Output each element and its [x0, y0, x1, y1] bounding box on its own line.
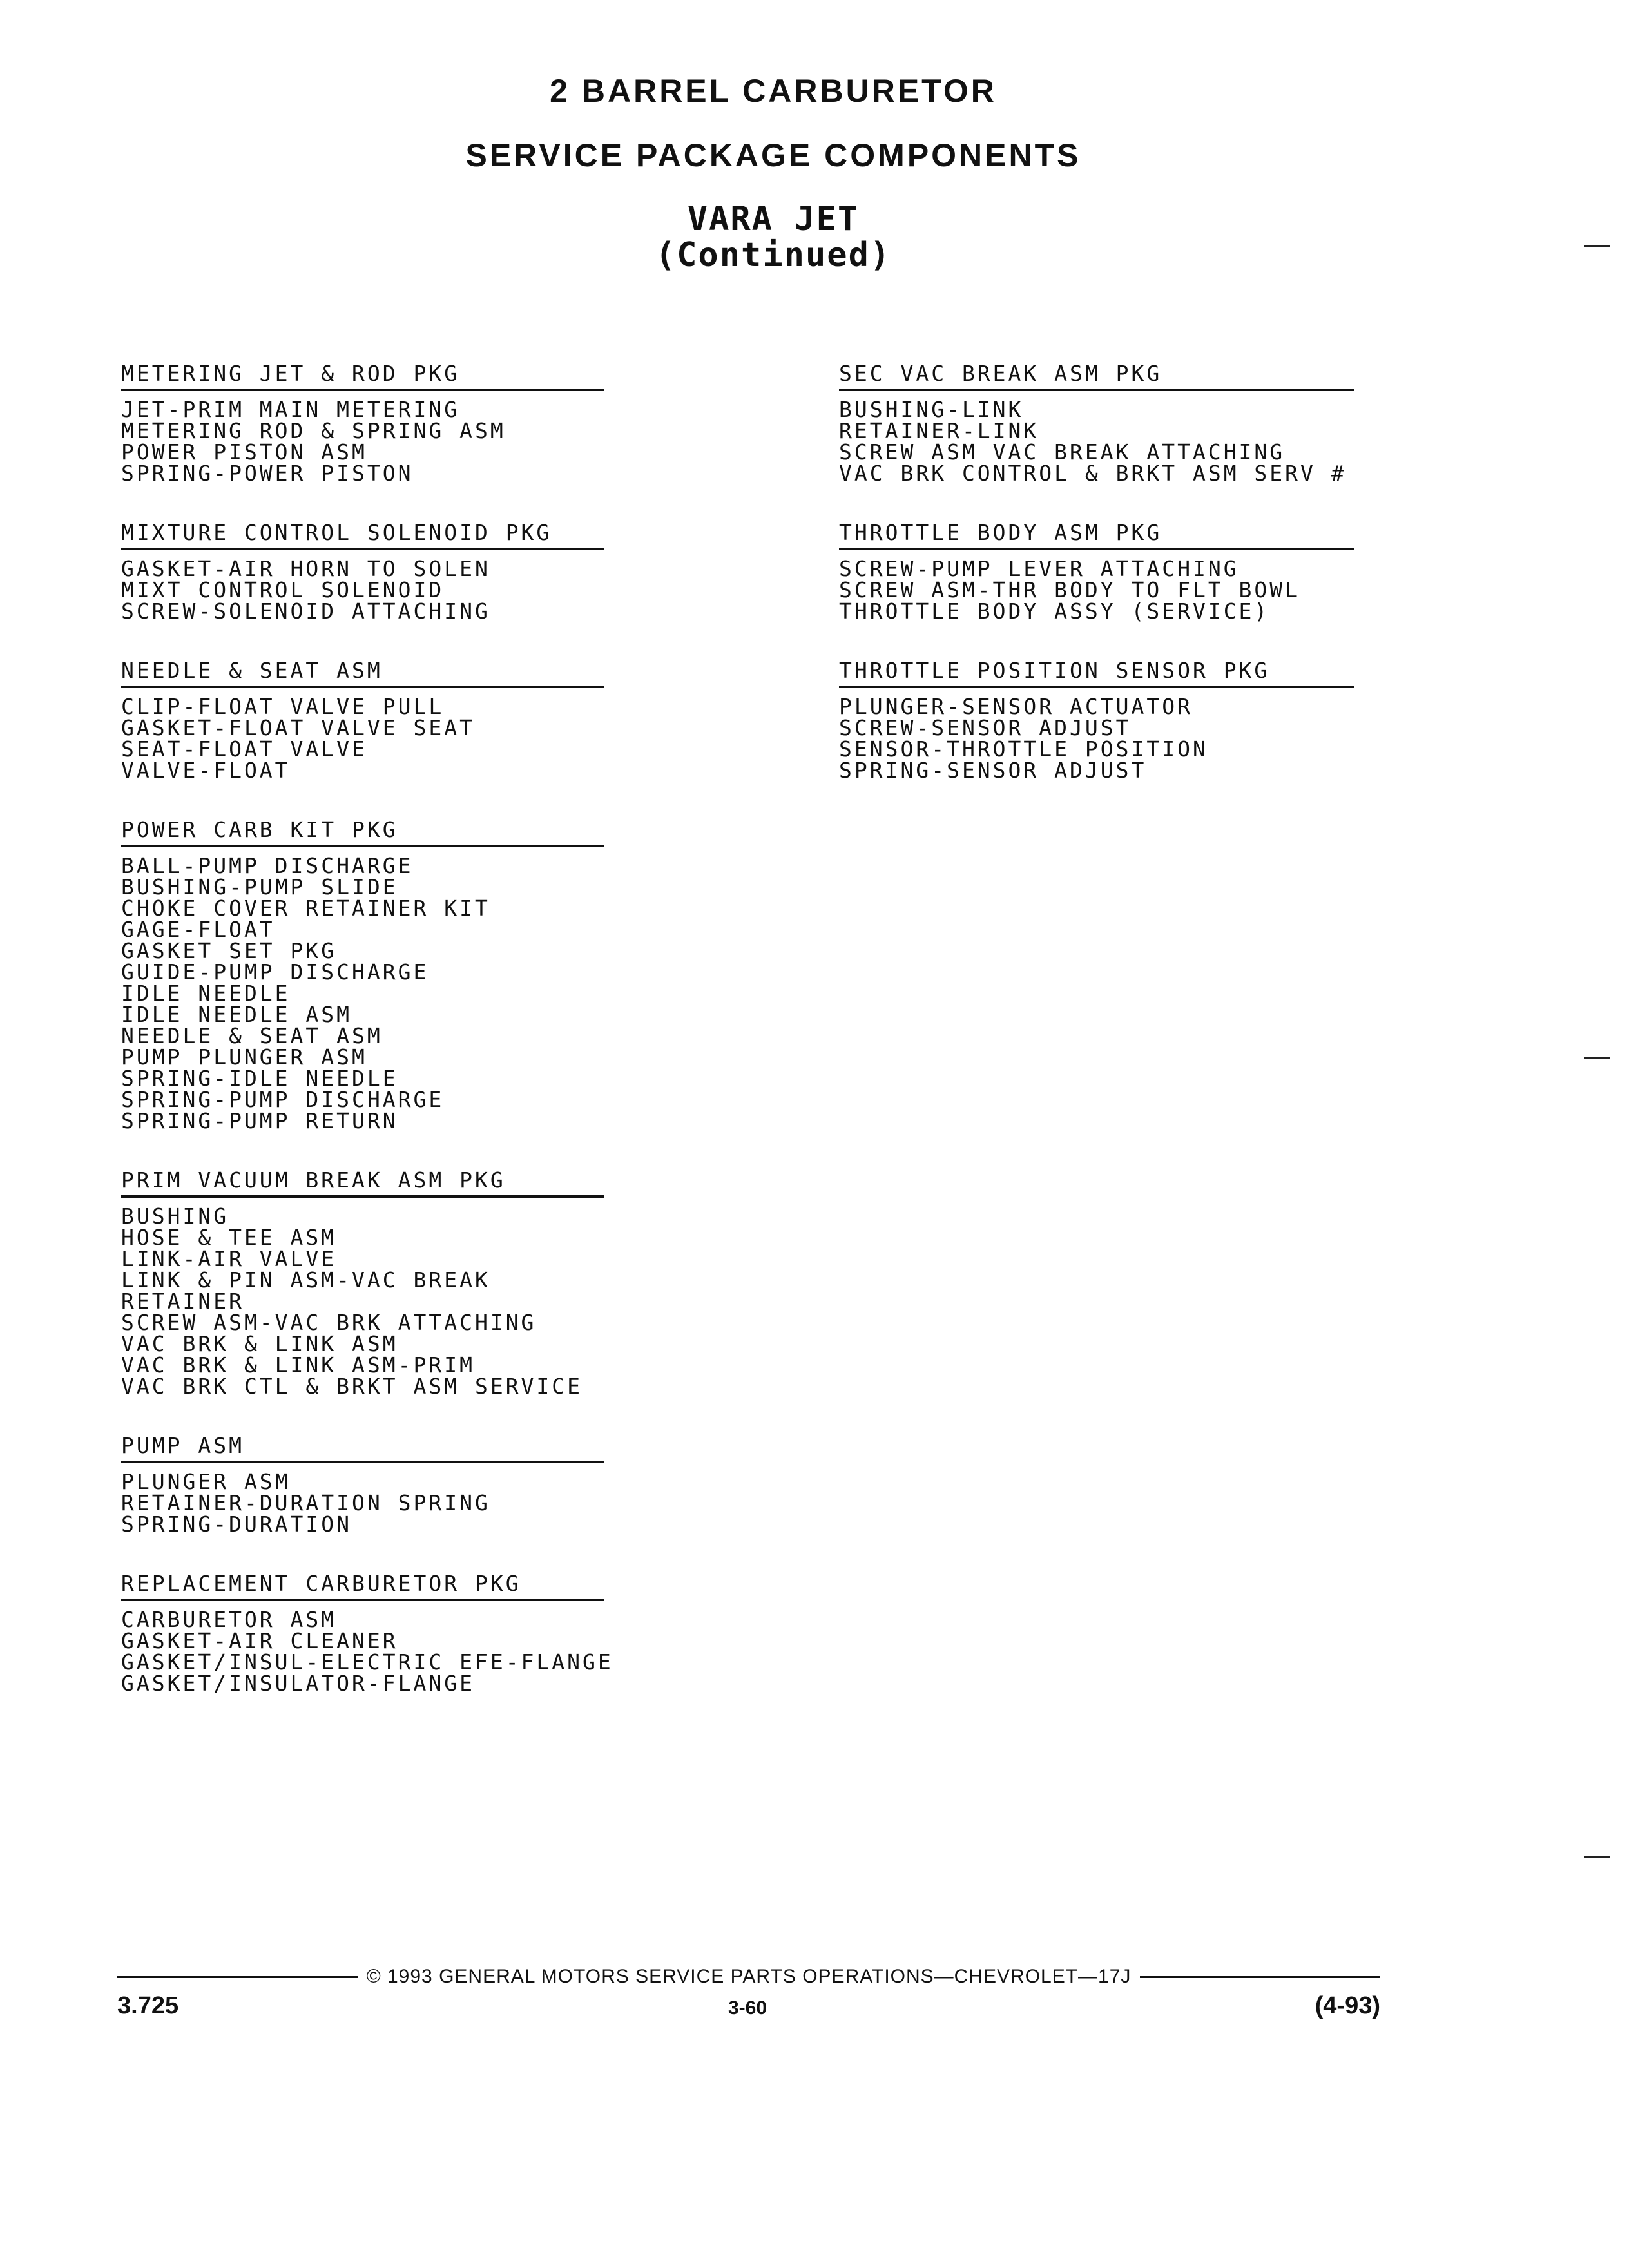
part-item: SPRING-PUMP RETURN [121, 1108, 398, 1133]
page-title: 2 BARREL CARBURETOR [550, 73, 997, 109]
parts-section [839, 520, 1354, 622]
parts-section [839, 658, 1354, 781]
page-number: 3-60 [728, 1997, 767, 2019]
parts-section [839, 361, 1354, 484]
page-subheading [0, 201, 1547, 273]
part-item: VAC BRK & LINK ASM-PRIM [121, 1352, 475, 1378]
section-heading: POWER CARB KIT PKG [121, 817, 604, 847]
part-item: LINK & PIN ASM-VAC BREAK [121, 1267, 490, 1293]
part-item: SENSOR-THROTTLE POSITION [839, 736, 1208, 762]
part-item: SCREW-PUMP LEVER ATTACHING [839, 556, 1239, 581]
copyright-text: © 1993 GENERAL MOTORS SERVICE PARTS OPERATIONS—CHEVROLET—17J [366, 1966, 1132, 1987]
parts-section [121, 817, 604, 1131]
section-heading: NEEDLE & SEAT ASM [121, 658, 604, 688]
part-item: SCREW ASM VAC BREAK ATTACHING [839, 439, 1286, 465]
part-item: VALVE-FLOAT [121, 758, 291, 783]
part-item: THROTTLE BODY ASSY (SERVICE) [839, 599, 1270, 624]
part-item: JET-PRIM MAIN METERING [121, 397, 460, 422]
section-heading: SEC VAC BREAK ASM PKG [839, 361, 1354, 391]
part-item: SCREW ASM-THR BODY TO FLT BOWL [839, 577, 1301, 602]
part-item: LINK-AIR VALVE [121, 1246, 337, 1271]
right-column [839, 361, 1354, 817]
part-item: RETAINER-LINK [839, 418, 1039, 443]
parts-section [121, 361, 604, 484]
part-item: SPRING-PUMP DISCHARGE [121, 1087, 445, 1112]
part-item: GASKET/INSULATOR-FLANGE [121, 1671, 475, 1696]
section-heading: PRIM VACUUM BREAK ASM PKG [121, 1168, 604, 1198]
subheading-line-1: VARA JET [687, 200, 860, 238]
part-item: HOSE & TEE ASM [121, 1225, 337, 1250]
subheading-line-2: (Continued) [655, 236, 892, 274]
section-heading: METERING JET & ROD PKG [121, 361, 604, 391]
part-item: CLIP-FLOAT VALVE PULL [121, 694, 445, 719]
part-item: SCREW ASM-VAC BRK ATTACHING [121, 1310, 537, 1335]
part-item: SPRING-IDLE NEEDLE [121, 1066, 398, 1091]
part-item: BUSHING-LINK [839, 397, 1024, 422]
part-item: CHOKE COVER RETAINER KIT [121, 896, 490, 921]
section-heading: THROTTLE BODY ASM PKG [839, 520, 1354, 550]
section-heading: MIXTURE CONTROL SOLENOID PKG [121, 520, 604, 550]
part-item: RETAINER-DURATION SPRING [121, 1490, 490, 1515]
part-item: METERING ROD & SPRING ASM [121, 418, 506, 443]
part-item: POWER PISTON ASM [121, 439, 367, 465]
part-item: IDLE NEEDLE [121, 981, 291, 1006]
margin-mark [1584, 245, 1610, 247]
part-item: PLUNGER-SENSOR ACTUATOR [839, 694, 1193, 719]
part-item: VAC BRK CTL & BRKT ASM SERVICE [121, 1374, 583, 1399]
part-item: PLUNGER ASM [121, 1469, 291, 1494]
left-column [121, 361, 613, 1730]
footer-copyright-line [117, 1964, 1380, 1990]
parts-section [121, 1571, 613, 1696]
section-heading: THROTTLE POSITION SENSOR PKG [839, 658, 1354, 688]
parts-section [121, 658, 604, 781]
section-heading: PUMP ASM [121, 1433, 604, 1463]
page-subtitle: SERVICE PACKAGE COMPONENTS [465, 137, 1081, 173]
part-item: SPRING-POWER PISTON [121, 461, 414, 486]
part-item: BUSHING [121, 1204, 229, 1229]
part-item: BALL-PUMP DISCHARGE [121, 853, 414, 878]
parts-section [121, 520, 604, 622]
part-item: SEAT-FLOAT VALVE [121, 736, 367, 762]
part-item: GASKET-AIR HORN TO SOLEN [121, 556, 490, 581]
part-item: RETAINER [121, 1289, 244, 1314]
part-item: SCREW-SOLENOID ATTACHING [121, 599, 490, 624]
part-item: NEEDLE & SEAT ASM [121, 1023, 383, 1048]
part-item: GASKET-AIR CLEANER [121, 1628, 398, 1653]
part-item: GUIDE-PUMP DISCHARGE [121, 959, 429, 985]
part-item: IDLE NEEDLE ASM [121, 1002, 352, 1027]
margin-mark [1584, 1856, 1610, 1858]
part-item: GASKET-FLOAT VALVE SEAT [121, 715, 475, 740]
part-item: GAGE-FLOAT [121, 917, 275, 942]
footer-rule-left [117, 1976, 358, 1978]
parts-section [121, 1433, 604, 1535]
part-item: GASKET SET PKG [121, 938, 337, 963]
part-item: CARBURETOR ASM [121, 1607, 337, 1632]
revision-date: (4-93) [1315, 1992, 1380, 2019]
part-item: SPRING-SENSOR ADJUST [839, 758, 1147, 783]
part-item: MIXT CONTROL SOLENOID [121, 577, 445, 602]
part-item: PUMP PLUNGER ASM [121, 1044, 367, 1070]
parts-section [121, 1168, 604, 1397]
section-heading: REPLACEMENT CARBURETOR PKG [121, 1571, 604, 1601]
part-item: SPRING-DURATION [121, 1512, 352, 1537]
part-item: BUSHING-PUMP SLIDE [121, 874, 398, 899]
part-item: GASKET/INSUL-ELECTRIC EFE-FLANGE [121, 1649, 613, 1675]
margin-mark [1584, 1057, 1610, 1059]
part-item: VAC BRK CONTROL & BRKT ASM SERV # [839, 461, 1347, 486]
footer-rule-right [1140, 1976, 1380, 1978]
section-number: 3.725 [117, 1992, 179, 2019]
part-item: SCREW-SENSOR ADJUST [839, 715, 1132, 740]
part-item: VAC BRK & LINK ASM [121, 1331, 398, 1356]
